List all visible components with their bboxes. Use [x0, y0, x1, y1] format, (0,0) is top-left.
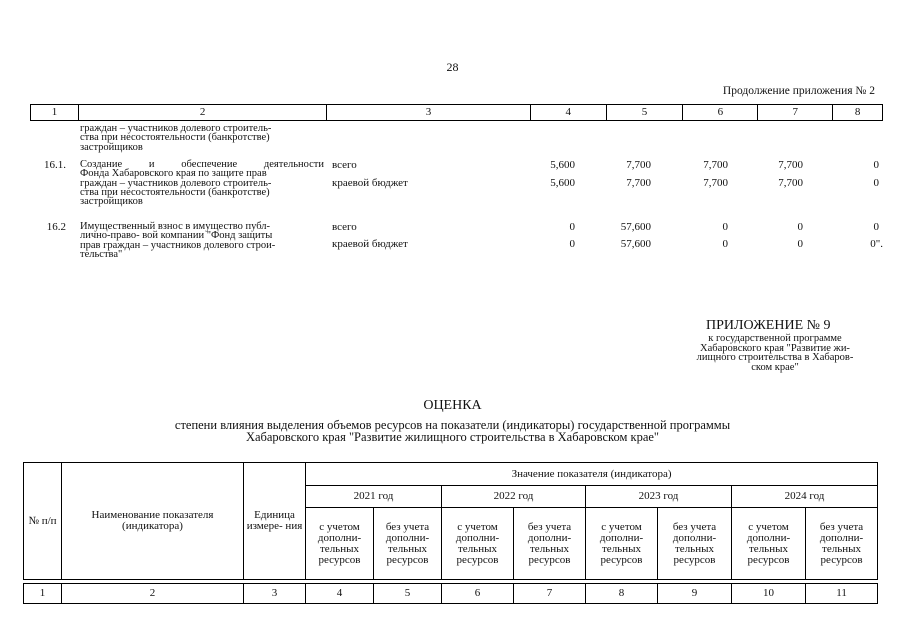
top-col-8: 8: [854, 106, 861, 118]
value-cell: 7,700: [778, 159, 803, 171]
header-value: Значение показателя (индикатора): [306, 463, 878, 486]
top-col-1: 1: [31, 105, 79, 120]
header-with-resources: с учетом дополни- тельных ресурсов: [586, 508, 658, 580]
numbering-cell: 4: [306, 584, 374, 604]
source-total: всего: [332, 159, 357, 171]
header-year: 2024 год: [732, 486, 878, 508]
value-cell: 0: [873, 159, 879, 171]
value-cell: 0: [569, 238, 575, 250]
value-cell: 7,700: [626, 177, 651, 189]
value-cell: 0: [873, 177, 879, 189]
row-number: 16.2: [46, 221, 66, 233]
row-number: 16.1.: [44, 159, 66, 171]
header-num: № п/п: [24, 463, 62, 580]
top-col-2: 2: [79, 105, 327, 120]
header-without-resources: без учета дополни- тельных ресурсов: [514, 508, 586, 580]
value-cell: 0: [797, 238, 803, 250]
appendix-subtitle: к государственной программе Хабаровского края "Развитие жи- лищного строительства в Хабаров- ском крае": [696, 333, 854, 373]
header-name: Наименование показателя (индикатора): [62, 463, 244, 580]
indicator-table: [23, 462, 878, 604]
source-regional: краевой бюджет: [332, 177, 408, 189]
page-subtitle: степени влияния выделения объемов ресурсов на показатели (индикаторы) государственной программы Хабаровского края "Развитие жилищного строительства в Хабаровском крае": [174, 418, 731, 444]
header-without-resources: без учета дополни- тельных ресурсов: [374, 508, 442, 580]
numbering-cell: 8: [586, 584, 658, 604]
header-with-resources: с учетом дополни- тельных ресурсов: [306, 508, 374, 580]
numbering-cell: 2: [62, 584, 244, 604]
value-cell: 7,700: [778, 177, 803, 189]
top-col-3: 3: [327, 105, 531, 120]
numbering-cell: 10: [732, 584, 806, 604]
value-cell: 5,600: [550, 177, 575, 189]
value-cell: 0".: [870, 238, 883, 250]
numbering-cell: 1: [24, 584, 62, 604]
header-without-resources: без учета дополни- тельных ресурсов: [806, 508, 878, 580]
value-cell: 7,700: [703, 177, 728, 189]
page-number: 28: [446, 60, 459, 74]
top-col-6: 6: [683, 105, 758, 120]
header-with-resources: с учетом дополни- тельных ресурсов: [442, 508, 514, 580]
value-cell: 5,600: [550, 159, 575, 171]
header-year: 2023 год: [586, 486, 732, 508]
header-with-resources: с учетом дополни- тельных ресурсов: [732, 508, 806, 580]
value-cell: 7,700: [703, 159, 728, 171]
value-cell: 7,700: [626, 159, 651, 171]
value-cell: 57,600: [620, 238, 651, 250]
numbering-cell: 11: [806, 584, 878, 604]
continuation-label: Продолжение приложения № 2: [722, 85, 875, 97]
source-regional: краевой бюджет: [332, 238, 408, 250]
carryover-text: граждан – участников долевого строитель- ства при несостоятельности (банкротстве) застройщиков: [80, 123, 272, 153]
numbering-cell: 6: [442, 584, 514, 604]
value-cell: 0: [722, 221, 728, 233]
numbering-cell: 5: [374, 584, 442, 604]
numbering-cell: 3: [244, 584, 306, 604]
row-text: Создание и обеспечение деятельности Фонда Хабаровского края по защите прав граждан – участников долевого строитель- ства при несостоятельности (банкротстве) застройщиков: [80, 159, 324, 208]
top-col-4: 4: [531, 105, 607, 120]
top-col-7: 7: [758, 105, 833, 120]
value-cell: 57,600: [620, 221, 651, 233]
row-text: Имущественный взнос в имущество публ- лично-право- вой компании "Фонд защиты прав граждан – участников долевого строи- тельства": [80, 221, 276, 260]
header-year: 2022 год: [442, 486, 586, 508]
value-cell: 0: [722, 238, 728, 250]
numbering-cell: 7: [514, 584, 586, 604]
top-table-header: [30, 104, 883, 121]
top-col-5: 5: [607, 105, 684, 120]
source-total: всего: [332, 221, 357, 233]
numbering-cell: 9: [658, 584, 732, 604]
header-without-resources: без учета дополни- тельных ресурсов: [658, 508, 732, 580]
value-cell: 0: [797, 221, 803, 233]
value-cell: 0: [569, 221, 575, 233]
header-year: 2021 год: [306, 486, 442, 508]
header-unit: Единица измере- ния: [244, 463, 306, 580]
page-title: ОЦЕНКА: [423, 398, 482, 413]
value-cell: 0: [873, 221, 879, 233]
appendix-title: ПРИЛОЖЕНИЕ № 9: [706, 318, 831, 333]
